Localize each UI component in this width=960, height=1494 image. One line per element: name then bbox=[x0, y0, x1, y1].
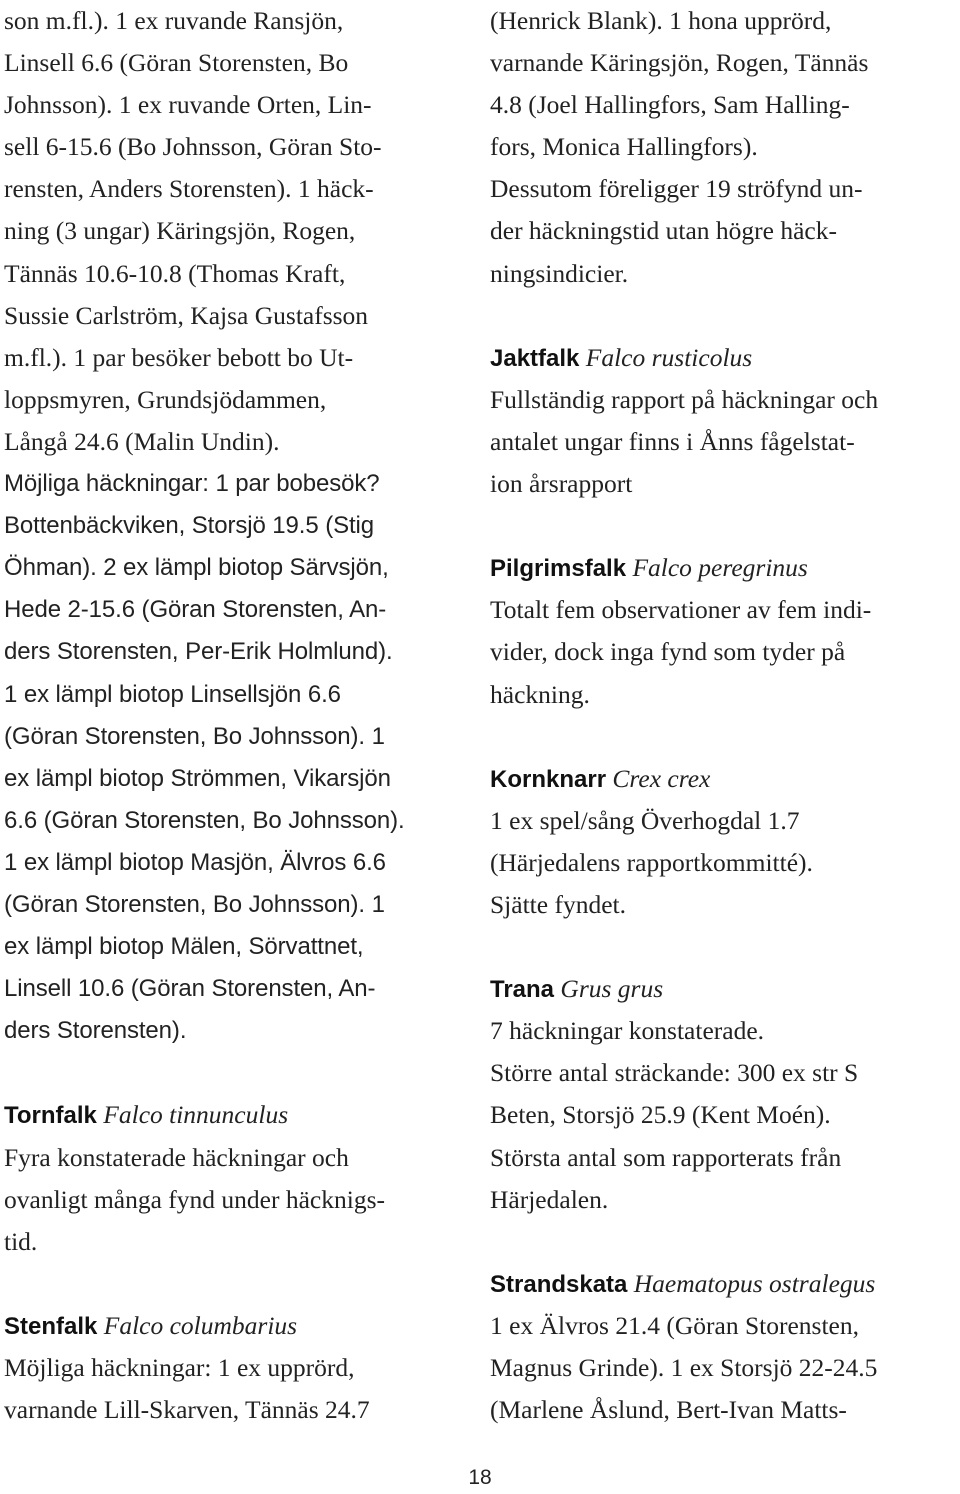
text-line: Möjliga häckningar: 1 par bobesök? bbox=[4, 470, 380, 498]
text-line: vider, dock inga fynd som tyder på bbox=[490, 637, 846, 667]
text-line: varnande Käringsjön, Rogen, Tännäs bbox=[490, 48, 869, 78]
species-scientific-name: Falco columbarius bbox=[103, 1310, 298, 1340]
text-line: Öhman). 2 ex lämpl biotop Särvsjön, bbox=[4, 554, 389, 582]
species-section-jaktfalk bbox=[490, 337, 960, 505]
text-line: Linsell 10.6 (Göran Storensten, An- bbox=[4, 975, 376, 1003]
species-heading bbox=[490, 758, 960, 800]
text-line: 1 ex lämpl biotop Linsellsjön 6.6 bbox=[4, 680, 341, 708]
text-line: Långå 24.6 (Malin Undin). bbox=[4, 426, 280, 456]
text-line: Tännäs 10.6-10.8 (Thomas Kraft, bbox=[4, 258, 346, 288]
species-scientific-name: Falco peregrinus bbox=[632, 553, 808, 583]
text-line: sell 6-15.6 (Bo Johnsson, Göran Sto- bbox=[4, 132, 382, 162]
text-line: antalet ungar finns i Ånns fågelstat- bbox=[490, 426, 855, 456]
species-section-tornfalk bbox=[4, 1094, 476, 1262]
text-line: varnande Lill-Skarven, Tännäs 24.7 bbox=[4, 1395, 370, 1425]
text-line: rensten, Anders Storensten). 1 häck- bbox=[4, 174, 374, 204]
right-column bbox=[490, 0, 960, 1431]
species-swedish-name: Kornknarr bbox=[490, 765, 607, 793]
species-heading bbox=[490, 337, 960, 379]
text-line: (Marlene Åslund, Bert-Ivan Matts- bbox=[490, 1395, 847, 1425]
paragraph-continued bbox=[490, 0, 960, 295]
species-section-kornknarr bbox=[490, 758, 960, 926]
species-heading bbox=[490, 968, 960, 1010]
species-heading bbox=[490, 1263, 960, 1305]
text-line: fors, Monica Hallingfors). bbox=[490, 132, 758, 162]
text-line: ningsindicier. bbox=[490, 258, 629, 288]
text-line: Större antal sträckande: 300 ex str S bbox=[490, 1058, 859, 1088]
species-section-strandskata bbox=[490, 1263, 960, 1431]
text-line: der häckningstid utan högre häck- bbox=[490, 216, 837, 246]
text-line: Dessutom föreligger 19 ströfynd un- bbox=[490, 174, 863, 204]
text-line: 6.6 (Göran Storensten, Bo Johnsson). bbox=[4, 806, 405, 834]
paragraph-possible-breeding bbox=[4, 463, 476, 1052]
text-line: ning (3 ungar) Käringsjön, Rogen, bbox=[4, 216, 356, 246]
text-line: Bottenbäckviken, Storsjö 19.5 (Stig bbox=[4, 512, 375, 540]
text-line: Fullständig rapport på häckningar och bbox=[490, 384, 879, 414]
text-line: (Henrick Blank). 1 hona upprörd, bbox=[490, 6, 832, 35]
species-scientific-name: Haematopus ostralegus bbox=[633, 1268, 876, 1298]
text-line: Sjätte fyndet. bbox=[490, 889, 626, 919]
species-section-stenfalk bbox=[4, 1305, 476, 1431]
species-scientific-name: Crex crex bbox=[612, 763, 711, 793]
species-heading bbox=[4, 1094, 476, 1136]
species-section-pilgrimsfalk bbox=[490, 547, 960, 715]
species-section-trana bbox=[490, 968, 960, 1221]
left-column bbox=[4, 0, 476, 1431]
text-line: son m.fl.). 1 ex ruvande Ransjön, bbox=[4, 6, 344, 35]
species-heading bbox=[4, 1305, 476, 1347]
paragraph-breeding-records bbox=[4, 0, 476, 463]
text-line: m.fl.). 1 par besöker bebott bo Ut- bbox=[4, 342, 354, 372]
species-heading bbox=[490, 547, 960, 589]
text-line: ex lämpl biotop Strömmen, Vikarsjön bbox=[4, 764, 391, 792]
species-scientific-name: Falco rusticolus bbox=[585, 342, 753, 372]
species-swedish-name: Tornfalk bbox=[4, 1102, 97, 1130]
text-line: loppsmyren, Grundsjödammen, bbox=[4, 384, 327, 414]
text-line: 7 häckningar konstaterade. bbox=[490, 1016, 765, 1046]
species-swedish-name: Trana bbox=[490, 976, 555, 1004]
text-line: häckning. bbox=[490, 679, 590, 709]
text-line: (Göran Storensten, Bo Johnsson). 1 bbox=[4, 890, 385, 918]
text-line: Härjedalen. bbox=[490, 1184, 609, 1214]
text-line: ders Storensten). bbox=[4, 1017, 187, 1045]
text-line: 1 ex spel/sång Överhogdal 1.7 bbox=[490, 805, 800, 835]
species-swedish-name: Jaktfalk bbox=[490, 344, 580, 372]
text-line: Beten, Storsjö 25.9 (Kent Moén). bbox=[490, 1100, 831, 1130]
text-line: 4.8 (Joel Hallingfors, Sam Halling- bbox=[490, 90, 850, 120]
text-line: Hede 2-15.6 (Göran Storensten, An- bbox=[4, 596, 387, 624]
text-line: 1 ex lämpl biotop Masjön, Älvros 6.6 bbox=[4, 848, 386, 876]
text-line: Linsell 6.6 (Göran Storensten, Bo bbox=[4, 48, 349, 78]
text-line: Magnus Grinde). 1 ex Storsjö 22-24.5 bbox=[490, 1353, 878, 1382]
text-line: Johnsson). 1 ex ruvande Orten, Lin- bbox=[4, 90, 372, 120]
text-line: 1 ex Älvros 21.4 (Göran Storensten, bbox=[490, 1310, 859, 1340]
text-line: ion årsrapport bbox=[490, 469, 633, 499]
species-swedish-name: Strandskata bbox=[490, 1270, 628, 1298]
page-number: 18 bbox=[468, 1466, 492, 1489]
species-swedish-name: Stenfalk bbox=[4, 1312, 98, 1340]
text-line: ovanligt många fynd under häcknigs- bbox=[4, 1184, 385, 1214]
text-line: Största antal som rapporterats från bbox=[490, 1142, 842, 1172]
text-line: ex lämpl biotop Mälen, Sörvattnet, bbox=[4, 933, 364, 961]
text-line: (Härjedalens rapportkommitté). bbox=[490, 847, 813, 877]
text-line: Totalt fem observationer av fem indi- bbox=[490, 595, 872, 625]
text-line: Möjliga häckningar: 1 ex upprörd, bbox=[4, 1353, 355, 1382]
text-line: Sussie Carlström, Kajsa Gustafsson bbox=[4, 300, 369, 330]
text-line: ders Storensten, Per-Erik Holmlund). bbox=[4, 638, 393, 666]
text-line: (Göran Storensten, Bo Johnsson). 1 bbox=[4, 722, 385, 750]
species-swedish-name: Pilgrimsfalk bbox=[490, 555, 627, 583]
text-line: Fyra konstaterade häckningar och bbox=[4, 1142, 349, 1172]
species-scientific-name: Grus grus bbox=[560, 974, 664, 1004]
text-line: tid. bbox=[4, 1226, 38, 1256]
species-scientific-name: Falco tinnunculus bbox=[103, 1100, 289, 1130]
